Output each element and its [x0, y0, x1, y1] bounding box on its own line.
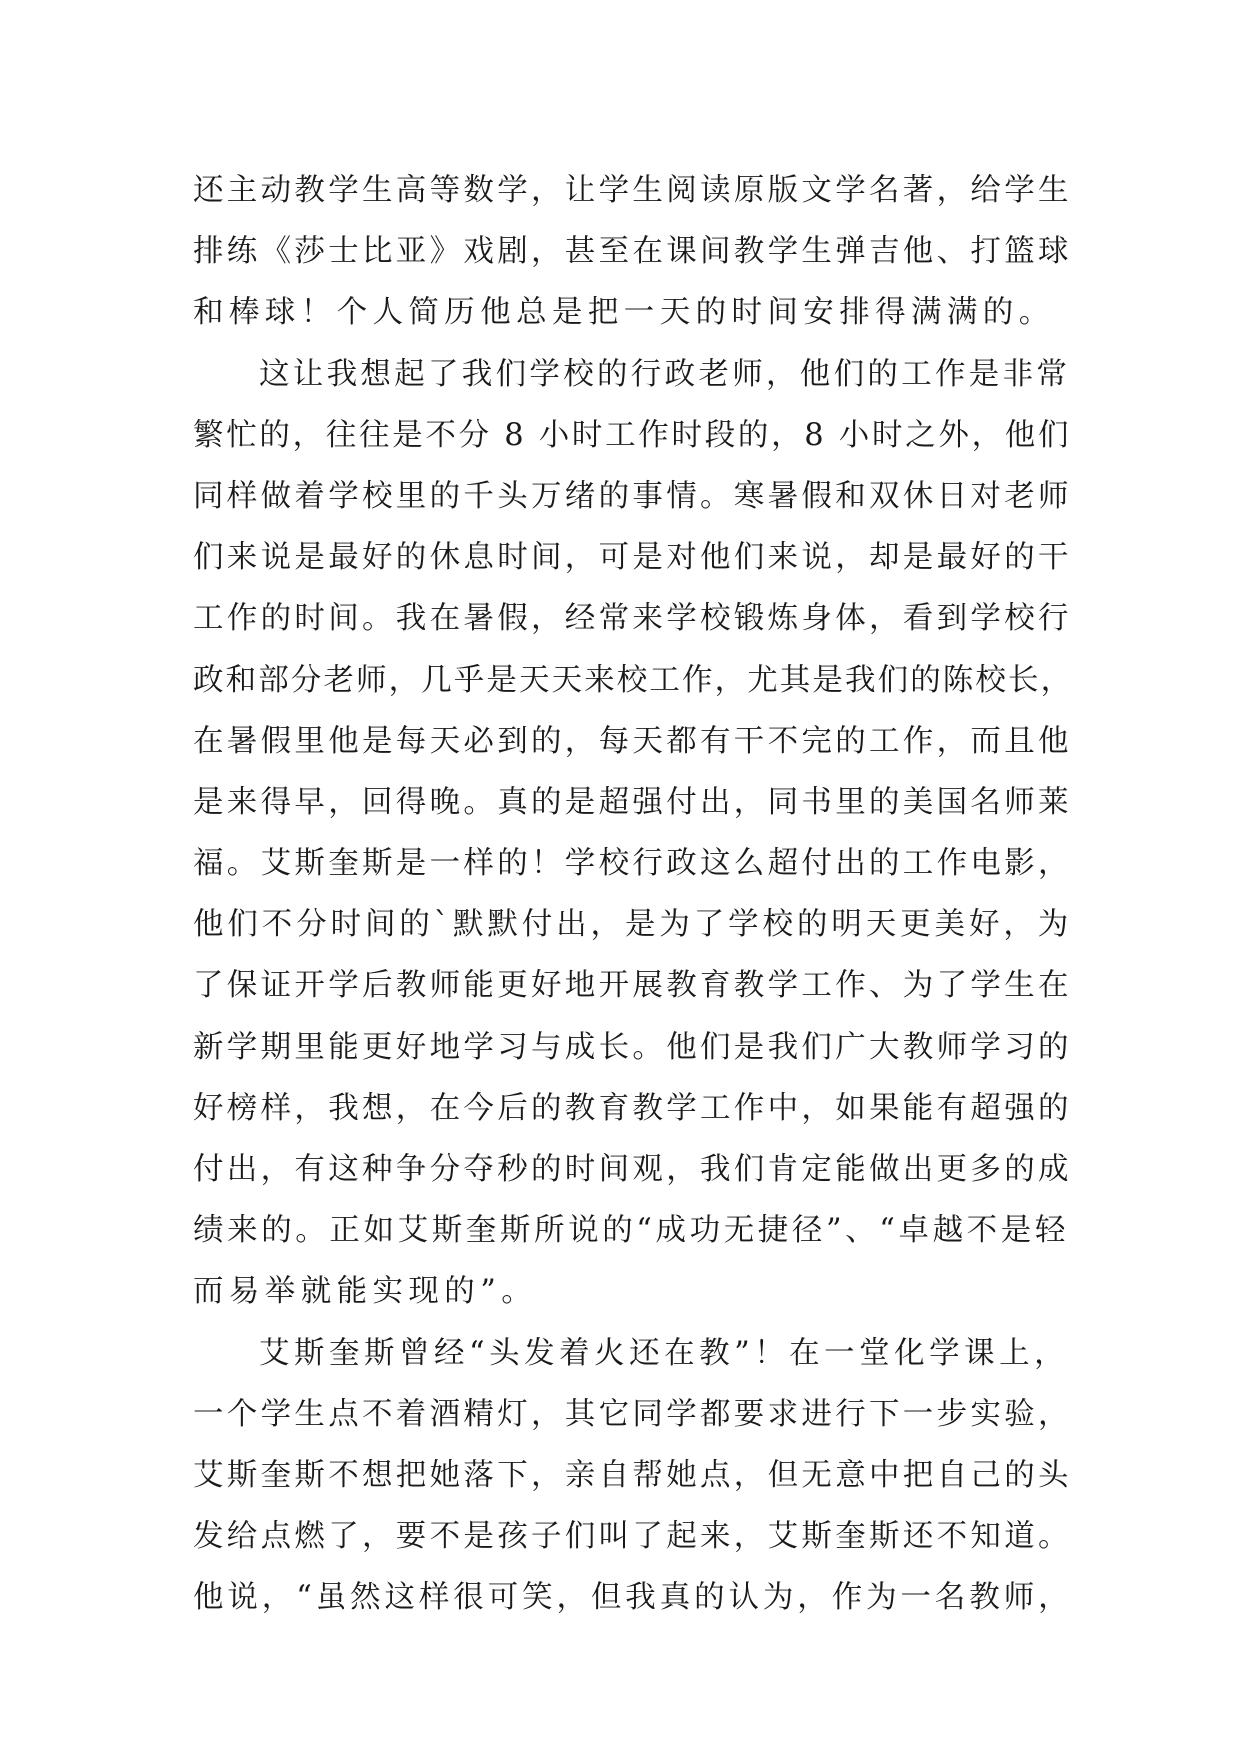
text-line: 新学期里能更好地学习与成长。他们是我们广大教师学习的: [193, 1029, 1072, 1065]
text-line: 这让我想起了我们学校的行政老师，他们的工作是非常: [259, 356, 1071, 392]
text-line: 发给点燃了，要不是孩子们叫了起来，艾斯奎斯还不知道。: [193, 1519, 1072, 1555]
text-line: 艾斯奎斯曾经“头发着火还在教”！在一堂化学课上，: [259, 1335, 1070, 1371]
text-line: 同样做着学校里的千头万绪的事情。寒暑假和双休日对老师: [193, 478, 1072, 514]
text-line: 他们不分时间的`默默付出，是为了学校的明天更美好，为: [193, 907, 1073, 943]
text-line: 好榜样，我想，在今后的教育教学工作中，如果能有超强的: [193, 1090, 1072, 1126]
text-line: 和棒球！个人简历他总是把一天的时间安排得满满的。: [193, 295, 1055, 331]
text-line: 一个学生点不着酒精灯，其它同学都要求进行下一步实验，: [193, 1396, 1072, 1432]
text-line: 绩来的。正如艾斯奎斯所说的“成功无捷径”、“卓越不是轻: [193, 1213, 1069, 1249]
text-line: 政和部分老师，几乎是天天来校工作，尤其是我们的陈校长，: [193, 662, 1074, 698]
body-text: [193, 160, 1073, 1629]
text-line: 们来说是最好的休息时间，可是对他们来说，却是最好的干: [193, 540, 1072, 576]
text-line: 在暑假里他是每天必到的，每天都有干不完的工作，而且他: [193, 723, 1072, 759]
text-line: 艾斯奎斯不想把她落下，亲自帮她点，但无意中把自己的头: [193, 1457, 1072, 1493]
text-line: 是来得早，回得晚。真的是超强付出，同书里的美国名师莱: [193, 784, 1072, 820]
text-line: 排练《莎士比亚》戏剧，甚至在课间教学生弹吉他、打篮球: [193, 234, 1072, 270]
text-line: 付出，有这种争分夺秒的时间观，我们肯定能做出更多的成: [193, 1152, 1072, 1187]
text-line: 工作的时间。我在暑假，经常来学校锻炼身体，看到学校行: [193, 601, 1072, 637]
text-line: 繁忙的，往往是不分 8 小时工作时段的，8 小时之外，他们: [193, 417, 1072, 453]
text-line: 了保证开学后教师能更好地开展教育教学工作、为了学生在: [193, 968, 1072, 1004]
text-line: 还主动教学生高等数学，让学生阅读原版文学名著，给学生: [193, 173, 1072, 208]
text-line: 福。艾斯奎斯是一样的！学校行政这么超付出的工作电影，: [193, 846, 1072, 882]
text-line: 他说，“虽然这样很可笑，但我真的认为，作为一名教师，: [193, 1580, 1073, 1616]
text-line: 而易举就能实现的”。: [193, 1274, 538, 1310]
